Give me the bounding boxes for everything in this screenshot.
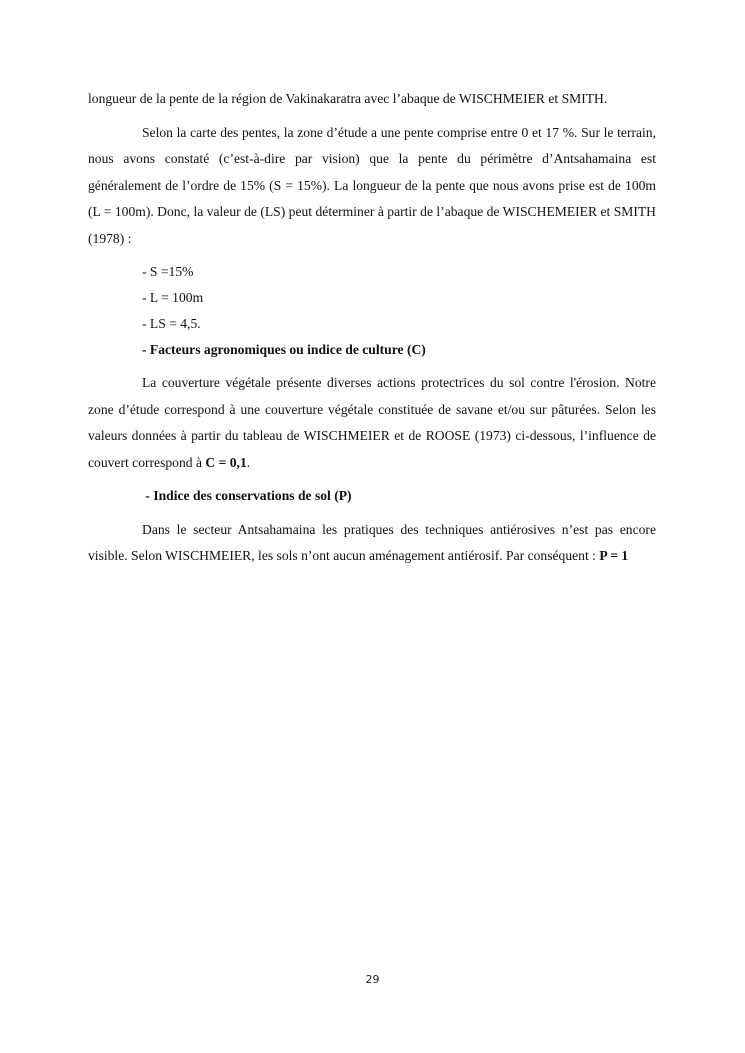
paragraph-slope: Selon la carte des pentes, la zone d’étude a une pente comprise entre 0 et 17 %. Sur le terrain, nous avons constaté (c’est-à-dire par vision) que la pente du périmètre d’Antsahamaina est généralement de l’ordre de 15% (S = 15%). La longueur de la pente que nous avons prise est de 100m (L = 100m). Donc, la valeur de (LS) peut déterminer à partir de l’abaque de WISCHEMEIER et SMITH (1978) : <box>88 124 656 246</box>
heading-agronomic-factors: - Facteurs agronomiques ou indice de culture (C) <box>142 342 426 357</box>
paragraph-continued: longueur de la pente de la région de Vakinakaratra avec l’abaque de WISCHMEIER et SMITH. <box>88 91 608 106</box>
list-item-ls: - LS = 4,5. <box>142 316 201 331</box>
p-value: P = 1 <box>599 548 629 563</box>
paragraph-vegetation-text: La couverture végétale présente diverses actions protectrices du sol contre l'érosion. Notre zone d’étude correspond à une couverture végétale constituée de savane et/ou sur pâturées. Selon les valeurs données à partir du tableau de WISCHMEIER et de ROOSE (1973) ci-dessous, l’influence de couvert correspond à <box>88 375 656 470</box>
list-item-l: - L = 100m <box>142 290 204 305</box>
c-value: C = 0,1 <box>205 454 247 470</box>
paragraph-vegetation-cover: La couverture végétale présente diverses actions protectrices du sol contre l'érosion. Notre zone d’étude correspond à une couverture végétale constituée de savane et/ou sur pâturées. Selon les valeurs données à partir du tableau de WISCHMEIER et de ROOSE (1973) ci-dessous, l’influence de couvert correspond à C = 0,1. <box>88 375 656 470</box>
paragraph-conservation <box>88 517 656 570</box>
paragraph-conservation-text: Dans le secteur Antsahamaina les pratiques des techniques antiérosives n’est pas encore visible. Selon WISCHMEIER, les sols n’ont aucun aménagement antiérosif. Par conséquent : <box>88 521 656 563</box>
page-body <box>88 86 656 570</box>
list-item-s: - S =15% <box>142 264 194 279</box>
ls-values-list <box>88 259 656 363</box>
heading-conservation-index: - Indice des conservations de sol (P) <box>142 488 352 503</box>
page-number: 29 <box>365 973 380 986</box>
